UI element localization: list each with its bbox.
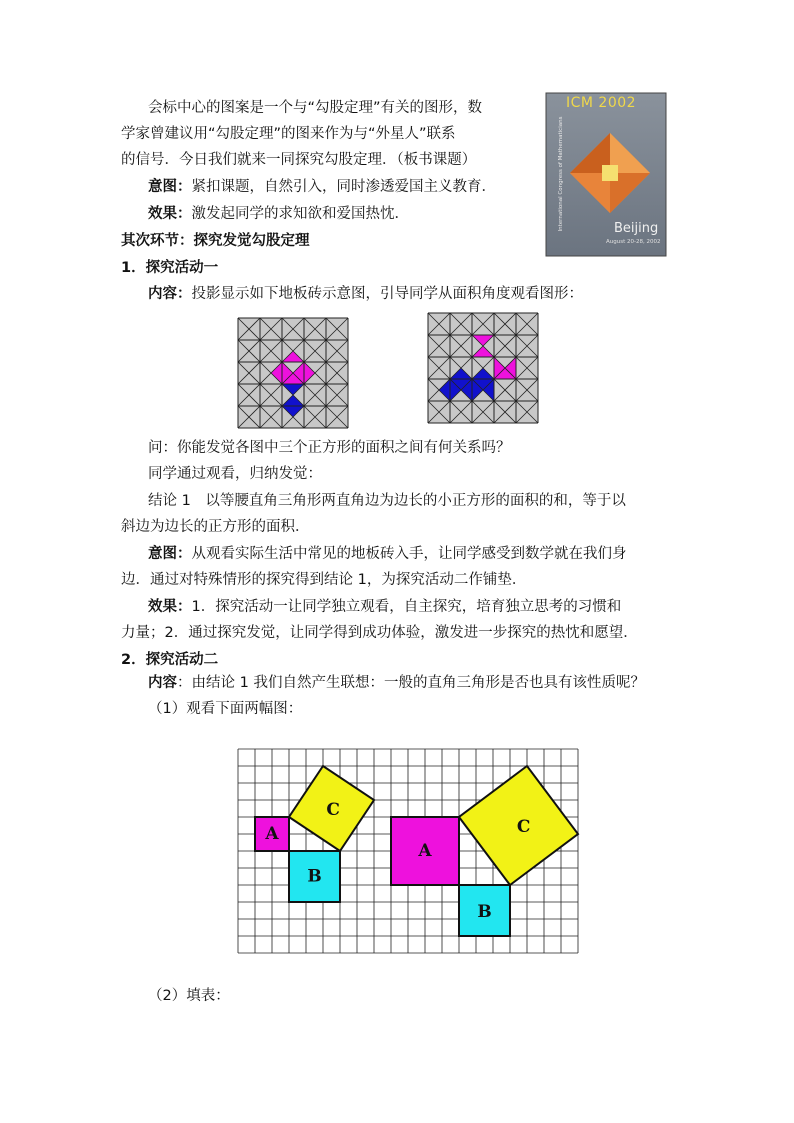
effect-label-2: 效果： <box>148 599 192 615</box>
intent-text: 紧扣课题，自然引入，同时渗透爱国主义教育． <box>191 179 496 195</box>
observe-line: 同学通过观看，归纳发觉： <box>148 466 322 482</box>
activity-2-content <box>148 673 645 693</box>
activity-1-intent-2: 边．通过对特殊情形的探究得到结论 1，为探究活动二作铺垫． <box>121 572 527 588</box>
effect-text: 激发起同学的求知欲和爱国热忱． <box>191 206 409 222</box>
intro-line-2: 学家曾建议用“勾股定理”的图来作为与“外星人”联系 <box>121 126 456 142</box>
effect-label: 效果： <box>148 206 192 222</box>
activity-1-heading: 1．探究活动一 <box>121 260 219 276</box>
label-b-left: B <box>307 866 322 887</box>
poster-date: August 20-28, 2002 <box>606 239 661 245</box>
floor-tile-figure-right <box>428 313 538 423</box>
intro-effect <box>148 204 409 224</box>
poster-side-text: International Congress of Mathematicians <box>558 116 564 232</box>
label-c-right: C <box>516 817 531 838</box>
step-2: （2）填表： <box>148 988 230 1004</box>
content-text: 投影显示如下地板砖示意图，引导同学从面积角度观看图形： <box>191 286 583 302</box>
label-c-left: C <box>326 800 340 821</box>
poster-title: ICM 2002 <box>566 95 637 111</box>
label-a-left: A <box>265 824 279 844</box>
content-text-2: ：由结论 1 我们自然产生联想：一般的直角三角形是否也具有该性质呢？ <box>177 675 645 691</box>
intent-label: 意图： <box>148 179 192 195</box>
intent-label-2: 意图： <box>148 546 192 562</box>
content-label-2: 内容 <box>148 675 177 691</box>
intro-line-3: 的信号．今日我们就来一同探究勾股定理．（板书课题） <box>121 152 477 168</box>
question: 问：你能发觉各图中三个正方形的面积之间有何关系吗？ <box>148 440 511 456</box>
label-b-right: B <box>477 902 492 923</box>
pythagoras-grid-figure <box>238 749 582 953</box>
activity-1-effect-1 <box>148 597 621 617</box>
conclusion-1-line-2: 斜边为边长的正方形的面积． <box>121 519 310 535</box>
content-label: 内容： <box>148 286 192 302</box>
conclusion-1-line-1: 结论 1 以等腰直角三角形两直角边为边长的小正方形的面积的和，等于以 <box>148 493 626 509</box>
effect-line-1: 1．探究活动一让同学独立观看，自主探究，培育独立思考的习惯和 <box>191 599 622 615</box>
activity-1-intent-1 <box>148 544 627 564</box>
icm-2002-poster <box>546 93 666 256</box>
activity-1-effect-2: 力量；2．通过探究发觉，让同学得到成功体验，激发进一步探究的热忱和愿望． <box>121 625 638 641</box>
activity-2-heading: 2．探究活动二 <box>121 652 219 668</box>
intro-intent <box>148 177 496 197</box>
section-2-heading: 其次环节：探究发觉勾股定理 <box>121 233 310 249</box>
intent-line-1: 从观看实际生活中常见的地板砖入手，让同学感受到数学就在我们身 <box>191 546 627 562</box>
step-1: （1）观看下面两幅图： <box>148 701 303 717</box>
label-a-right: A <box>418 841 432 861</box>
poster-city: Beijing <box>614 221 659 236</box>
activity-1-content <box>148 284 583 304</box>
intro-line-1: 会标中心的图案是一个与“勾股定理”有关的图形，数 <box>148 100 483 116</box>
floor-tile-figure-left <box>238 318 348 428</box>
